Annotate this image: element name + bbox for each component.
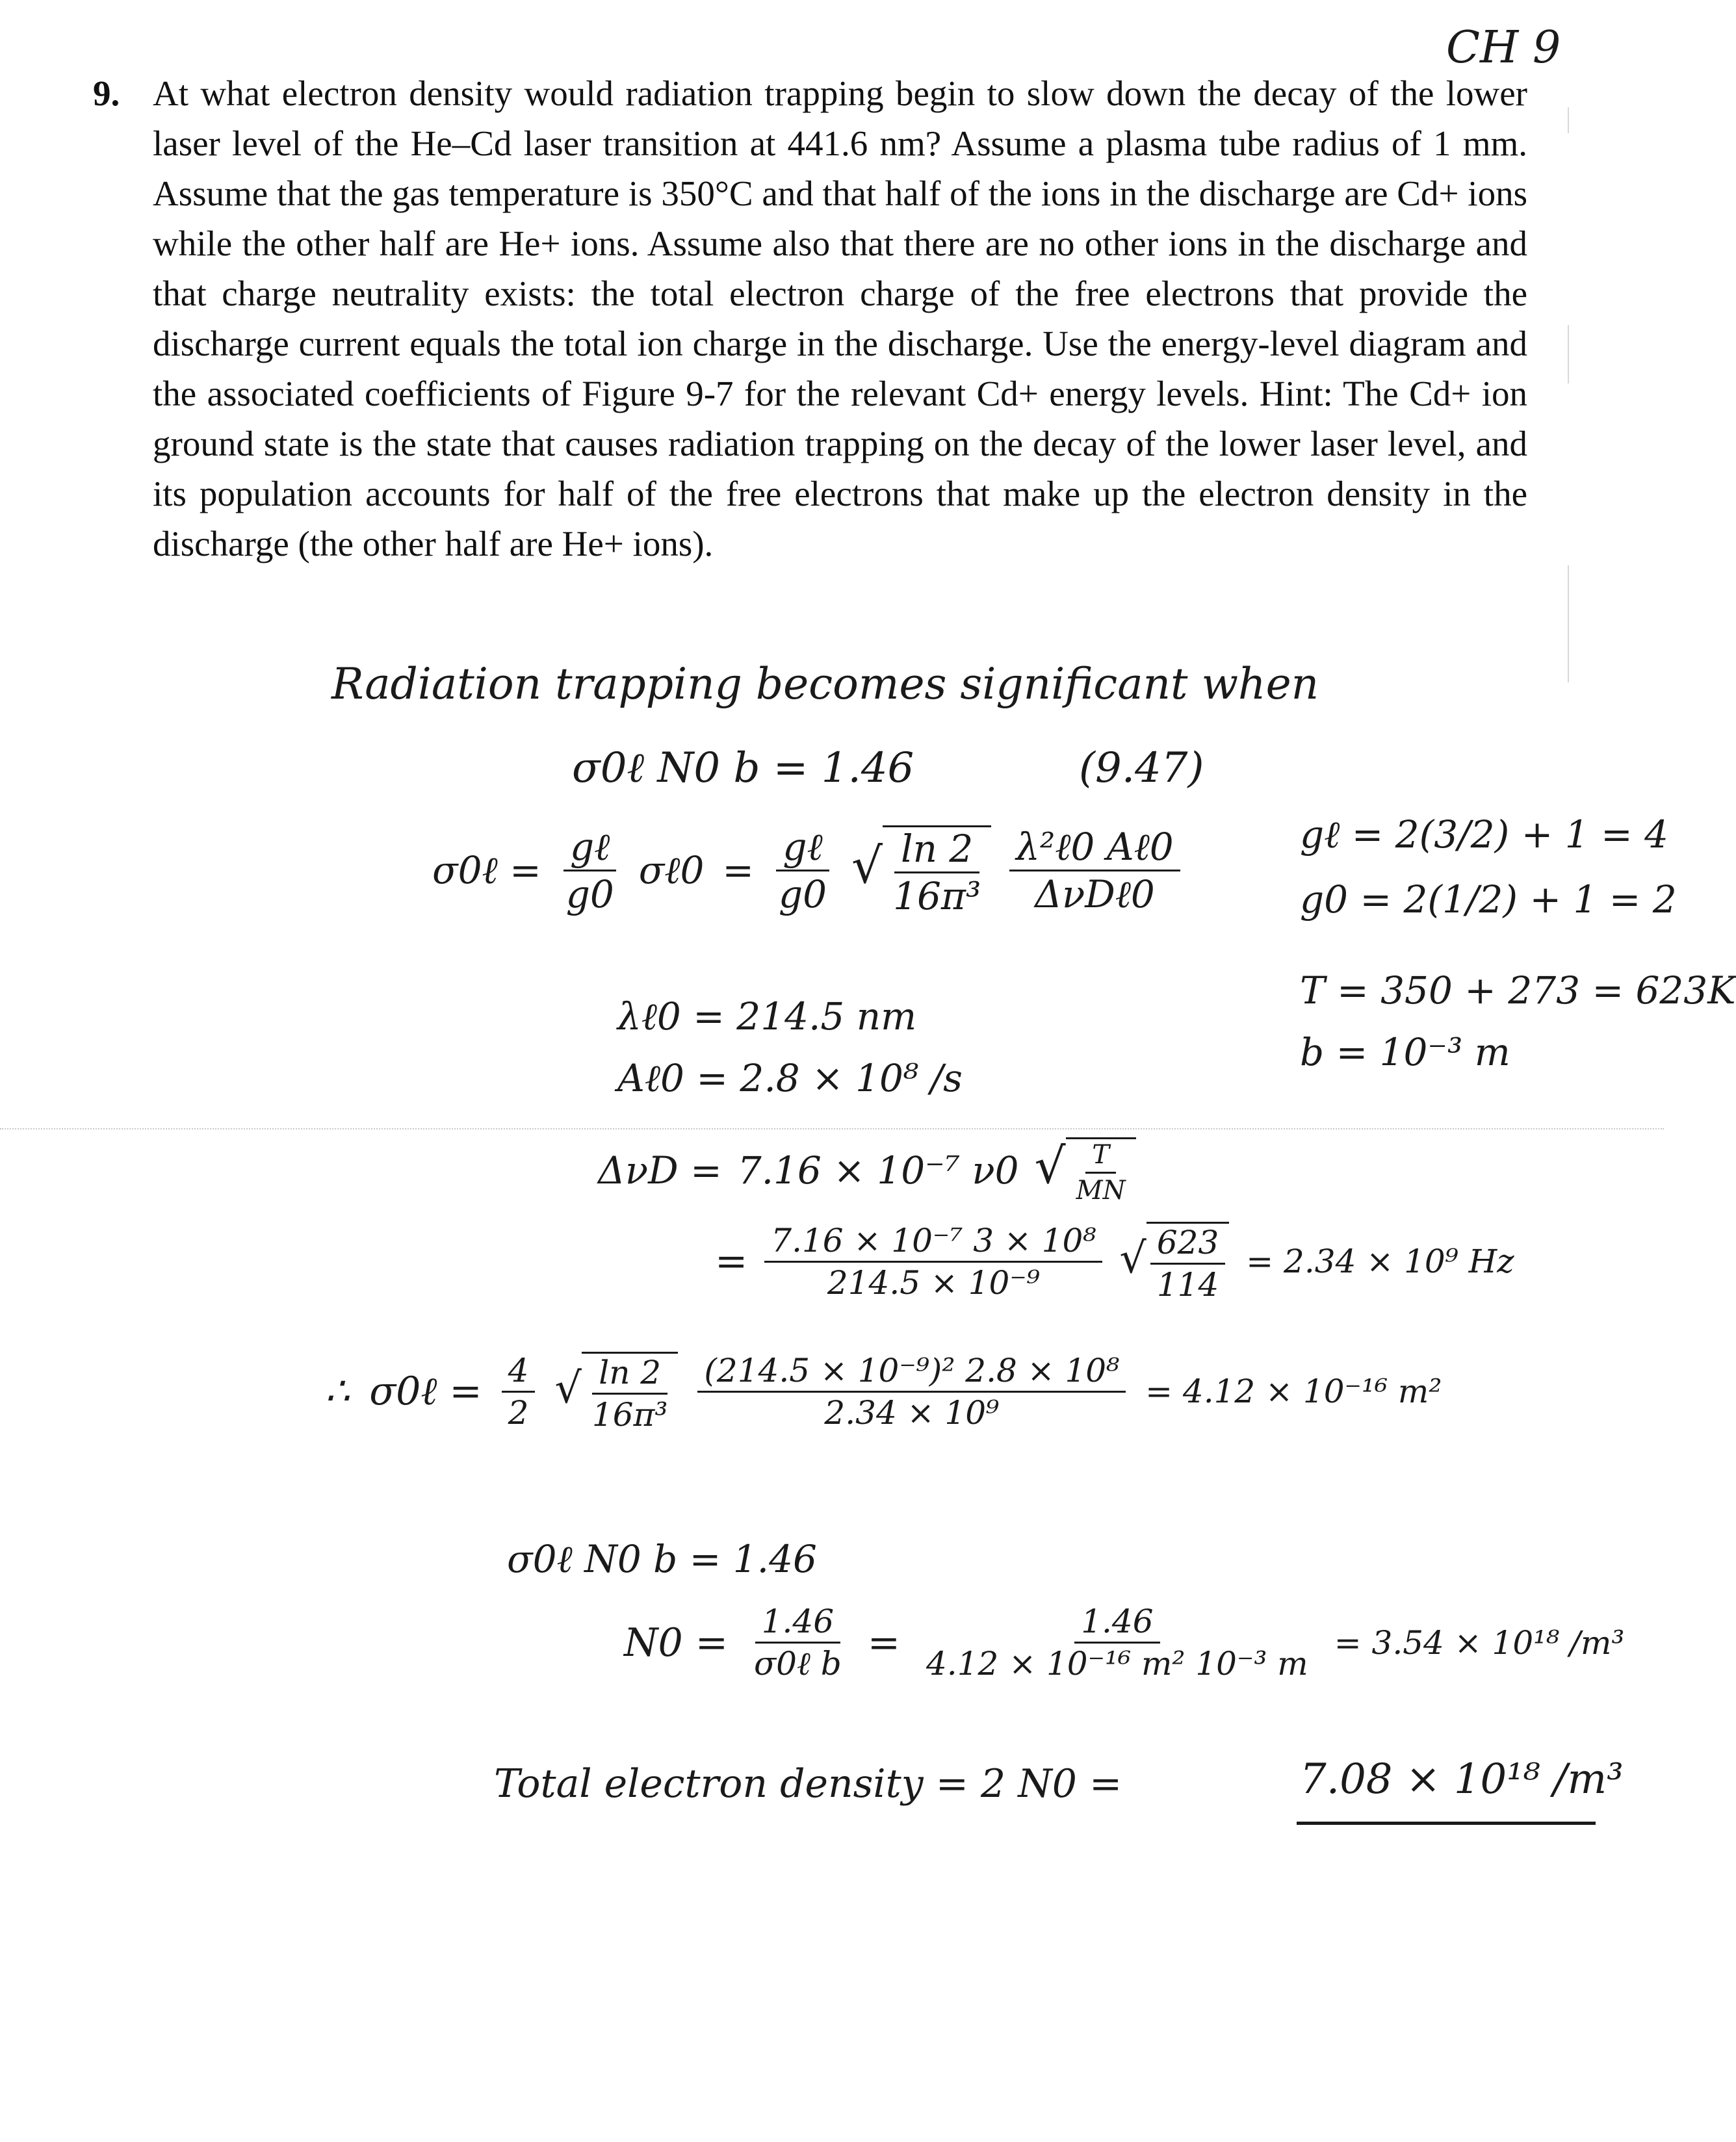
scan-margin-mark [1568,325,1569,383]
sigma-calculation: ∴ σ0ℓ = $\frac{4}{2}$ √ $\frac{\ln 2}{\text{16π³}}$ $\frac{\text{(214.5 × 10⁻⁹)² 2.8 × 10⁸}}{\text{2.34 × 10⁹}}$ = 4.12 × 10⁻¹⁶ m² [325,1351,1442,1434]
problem-statement [94,68,1527,569]
total-density-label: Total electron density = 2 N0 = [494,1761,1122,1807]
cross-section-formula [432,824,1180,918]
lambda-a-over-doppler: $\frac{\text{λ²ℓ0 Aℓ0}}{\text{ΔνDℓ0}}$ [1009,828,1180,913]
given-radius: b = 10⁻³ m [1300,1030,1510,1074]
sigma-l0: σℓ0 [638,848,705,892]
density-calculation: N0 = $\frac{1.46}{\text{σ0ℓ b}}$ = $\frac{1.46}{\text{4.12 × 10⁻¹⁶ m² 10⁻³ m}}$ = 3.54 × 10¹⁸ /m³ [624,1603,1625,1683]
trapping-condition: σ0ℓ N0 b = 1.46 [572,744,914,792]
problem-number: 9. [93,73,120,113]
problem-text: At what electron density would radiation trapping begin to slow down the decay of the lower laser level of the He–Cd laser transition at 441.6 nm? Assume a plasma tube radius of 1 mm. Assume that the gas temperature is 350°C and that half of the ions in the discharge are Cd+ ions while the other half are He+ ions. Assume also that there are no other ions in the discharge and that charge neutrality exists: the total electron charge of the free electrons that provide the discharge current equals the total ion charge in the discharge. Use the energy-level diagram and the associated coefficients of Figure 9-7 for the relevant Cd+ energy levels. Hint: The Cd+ ion ground state is the state that causes radiation trapping on the decay of the lower laser level, and its population accounts for half of the free electrons that make up the electron density in the discharge (the other half are He+ ions). [153,73,1527,563]
answer-underline [1297,1822,1596,1825]
solution-intro: Radiation trapping becomes significant when [331,659,1319,709]
degeneracy-ratio: $\frac{\text{gℓ}}{g0}$ [560,828,621,913]
density-condition: σ0ℓ N0 b = 1.46 [507,1537,817,1581]
scan-margin-mark [1568,565,1569,682]
degeneracy-ratio-2: $\frac{\text{gℓ}}{g0}$ [772,828,833,913]
degeneracy-upper: gℓ = 2(3/2) + 1 = 4 [1300,812,1669,857]
sigma-lhs: σ0ℓ = [432,848,541,892]
equation-reference: (9.47) [1079,744,1204,792]
scan-margin-mark [1568,107,1569,133]
doppler-width-calculation: = $\frac{\text{7.16 × 10⁻⁷ 3 × 10⁸}}{\text{214.5 × 10⁻⁹}}$ √ $\frac{623}{114}$ = 2.34 × 10⁹ Hz [715,1221,1514,1304]
equals-sign: = [722,848,754,892]
sqrt-ln2-term: √ $\frac{\ln 2}{\text{16π³}}$ [851,825,991,915]
scan-fold-line [0,1128,1664,1129]
total-density-answer: 7.08 × 10¹⁸ /m³ [1300,1755,1624,1803]
chapter-label: CH 9 [1446,22,1561,73]
given-temperature: T = 350 + 273 = 623K [1300,968,1736,1013]
given-wavelength: λℓ0 = 214.5 nm [617,994,917,1039]
doppler-width-formula: ΔνD = 7.16 × 10⁻⁷ ν0 √ $\frac{T}{MN}$ [598,1137,1136,1204]
degeneracy-lower: g0 = 2(1/2) + 1 = 2 [1300,877,1677,922]
given-a-coefficient: Aℓ0 = 2.8 × 10⁸ /s [617,1056,963,1100]
